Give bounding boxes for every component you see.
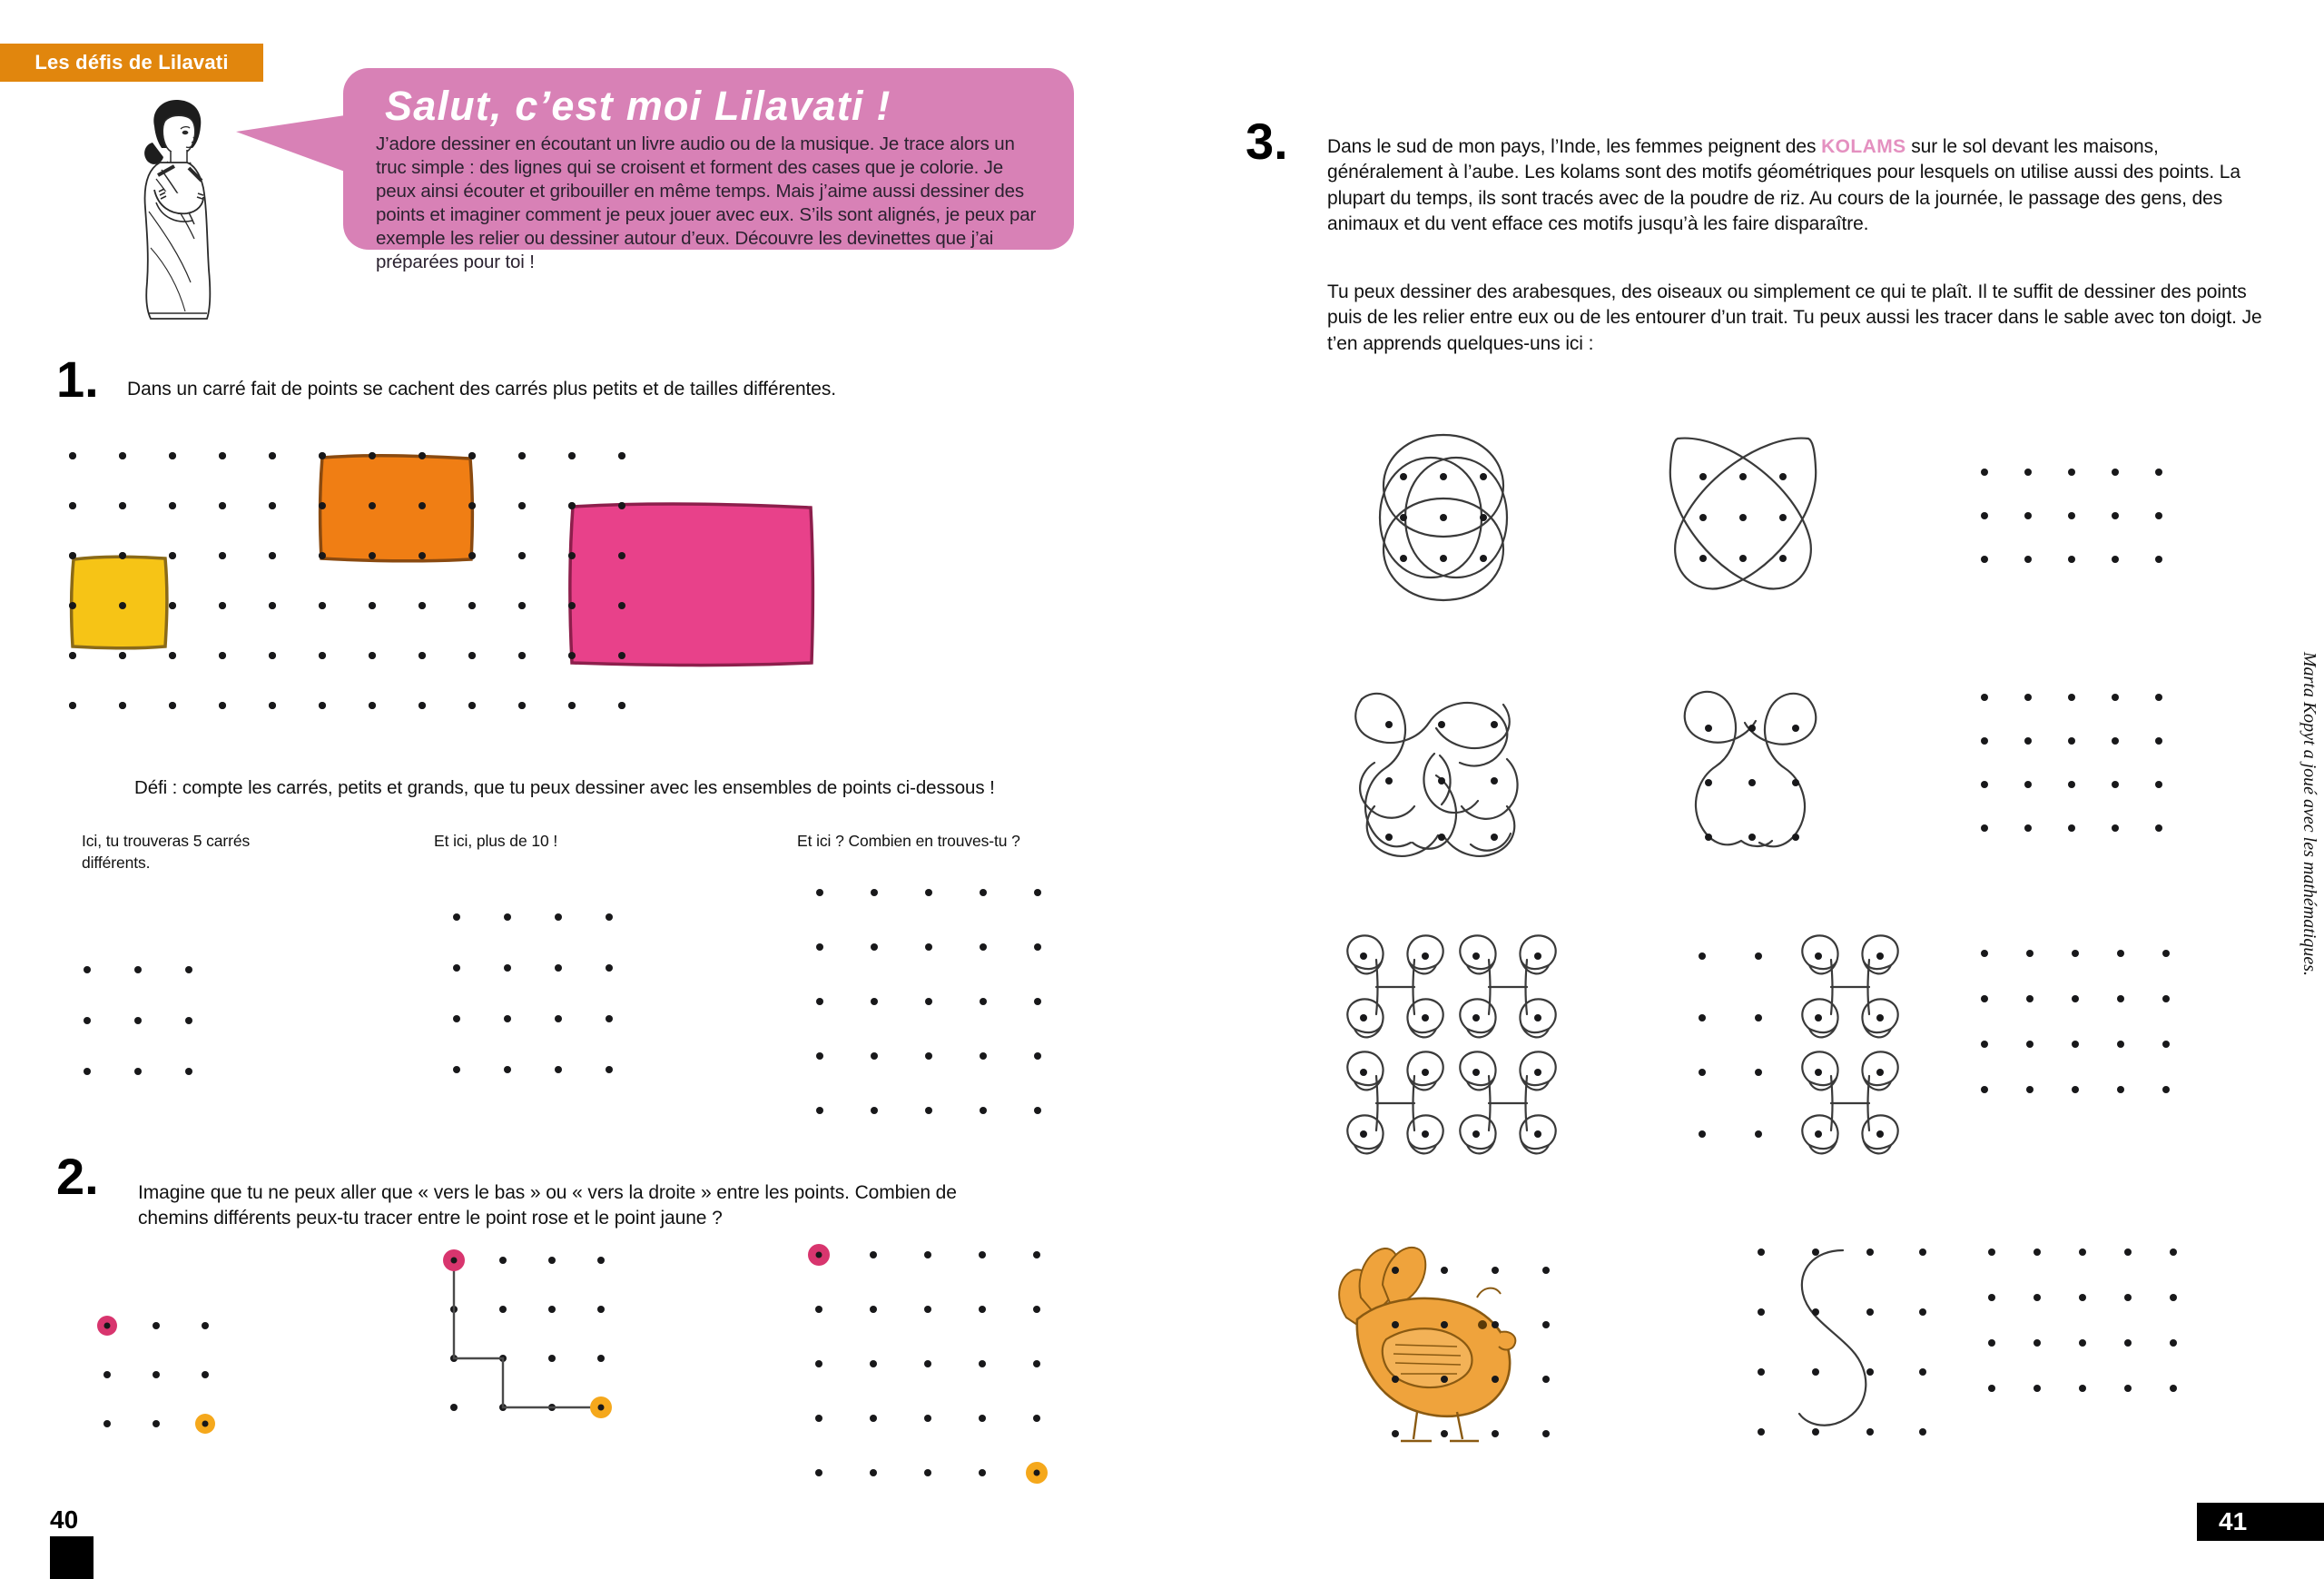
grid-dot	[69, 452, 76, 459]
grid-dot	[219, 502, 226, 509]
grid-dot	[871, 998, 878, 1005]
kolam-half-wave	[1652, 672, 1861, 890]
grid-dot	[269, 702, 276, 709]
grid-dot	[468, 502, 476, 509]
grid-dot	[169, 702, 176, 709]
grid-dot	[269, 452, 276, 459]
grid-dot	[606, 913, 613, 921]
practice-grid-4x4	[449, 910, 631, 1128]
speech-bubble-title: Salut, c’est moi Lilavati !	[385, 83, 891, 129]
pink-square-shape	[570, 504, 813, 666]
grid-dot	[2024, 781, 2032, 788]
grid-dot	[419, 652, 426, 659]
grid-dot	[2112, 469, 2119, 476]
path-grid-3x3	[98, 1317, 261, 1489]
grid-dot	[1034, 943, 1041, 951]
grid-dot	[618, 502, 625, 509]
grid-dot	[185, 1068, 192, 1075]
grid-dot	[2079, 1385, 2086, 1392]
section-3-number: 3.	[1246, 113, 1288, 170]
grid-dot	[419, 502, 426, 509]
grid-dot	[119, 602, 126, 609]
grid-dot	[319, 652, 326, 659]
grid-dot	[2034, 1339, 2041, 1347]
grid-dot	[925, 998, 932, 1005]
kolam-dots-only-c	[1970, 931, 2188, 1158]
grid-dot	[2026, 1041, 2034, 1048]
grid-dot	[1981, 556, 1988, 563]
grid-dot	[119, 552, 126, 559]
grid-dot	[2034, 1294, 2041, 1301]
grid-dot	[555, 1066, 562, 1073]
grid-dot	[419, 452, 426, 459]
grid-dot	[1981, 737, 1988, 745]
grid-dot	[1981, 781, 1988, 788]
grid-dot	[2079, 1294, 2086, 1301]
grid-dot	[369, 702, 376, 709]
kolam-double-ellipse	[1643, 422, 1843, 613]
grid-dot	[504, 964, 511, 972]
kolam-s-curve	[1725, 1230, 1934, 1466]
grid-dot	[871, 1107, 878, 1114]
section-1-defi-text: Défi : compte les carrés, petits et grands, que tu peux dessiner avec les ensembles de points ci-dessous !	[134, 777, 995, 798]
p3-text-before: Dans le sud de mon pays, l’Inde, les femmes peignent des	[1327, 136, 1822, 157]
grid-dot	[2072, 1086, 2079, 1093]
grid-dot	[169, 602, 176, 609]
grid-dot	[979, 1251, 986, 1258]
grid-dot	[2162, 1086, 2170, 1093]
grid-dot	[618, 602, 625, 609]
grid-dot	[2170, 1294, 2177, 1301]
grid-dot	[2068, 737, 2075, 745]
kolam-dots-only-b	[1970, 679, 2179, 888]
grid-dot	[2162, 995, 2170, 1002]
grid-dot	[369, 552, 376, 559]
grid-dot	[2112, 781, 2119, 788]
grid-dot	[871, 943, 878, 951]
grid-dot	[924, 1251, 931, 1258]
grid-dot	[925, 1107, 932, 1114]
grid-dot	[504, 1066, 511, 1073]
speech-bubble-tail	[236, 115, 345, 172]
grid-dot	[269, 502, 276, 509]
grid-dot	[2170, 1385, 2177, 1392]
grid-dot	[2024, 824, 2032, 832]
grid-dot	[2112, 512, 2119, 519]
grid-dot	[468, 602, 476, 609]
grid-dot	[2024, 556, 2032, 563]
grid-dot	[816, 1107, 823, 1114]
grid-dot	[568, 452, 576, 459]
grid-dot	[924, 1360, 931, 1367]
grid-dot	[468, 652, 476, 659]
grid-dot	[980, 998, 987, 1005]
grid-dot	[1981, 469, 1988, 476]
grid-dot	[2079, 1248, 2086, 1256]
grid-dot	[568, 602, 576, 609]
grid-dot	[504, 1015, 511, 1022]
path-grid-5x5	[810, 1246, 1100, 1509]
grid-dot	[870, 1251, 877, 1258]
grid-dot	[134, 966, 142, 973]
grid-dot	[925, 1052, 932, 1060]
kolam-wave-loops	[1334, 672, 1552, 890]
grid-dot	[1034, 998, 1041, 1005]
grid-dot	[219, 552, 226, 559]
grid-dot	[925, 889, 932, 896]
grid-dot	[2112, 737, 2119, 745]
grid-dot	[269, 552, 276, 559]
grid-dot	[153, 1371, 160, 1378]
grid-dot	[548, 1306, 556, 1313]
grid-dot	[468, 702, 476, 709]
grid-dot	[153, 1420, 160, 1427]
grid-dot	[1981, 950, 1988, 957]
grid-dot	[597, 1355, 605, 1362]
grid-dot	[518, 652, 526, 659]
grid-dot	[548, 1355, 556, 1362]
example-path-line	[454, 1260, 601, 1407]
grid-dot	[980, 889, 987, 896]
grid-dot	[453, 964, 460, 972]
grid-dot	[924, 1306, 931, 1313]
grid-dot	[119, 502, 126, 509]
grid-dot	[2170, 1339, 2177, 1347]
grid-dot	[2024, 512, 2032, 519]
speech-bubble-body: J’adore dessiner en écoutant un livre audio ou de la musique. Je trace alors un truc simple : des lignes qui se croisent et forment des cases que je colorie. Je peux ainsi écouter et gribouiller en même temps. Mais j’aime aussi dessiner des points et imaginer comment je peux jouer avec eux. S’ils sont alignés, je peux par exemple les relier ou dessiner autour d’eux. Découvre les devinettes que j’ai préparées pour toi !	[376, 133, 1037, 273]
grid-dot	[319, 602, 326, 609]
grid-dot	[84, 966, 91, 973]
path-grid-4x4-example	[445, 1251, 681, 1487]
grid-dot	[870, 1415, 877, 1422]
grid-dot	[2162, 1041, 2170, 1048]
grid-dot	[555, 913, 562, 921]
grid-dot	[69, 552, 76, 559]
grid-caption-b: Et ici, plus de 10 !	[434, 832, 558, 850]
grid-dot	[2124, 1339, 2132, 1347]
grid-dot	[870, 1469, 877, 1476]
grid-dot	[555, 964, 562, 972]
grid-dot	[816, 1052, 823, 1060]
grid-dot	[2068, 469, 2075, 476]
grid-dot	[924, 1469, 931, 1476]
grid-dot	[2112, 694, 2119, 701]
grid-dot	[169, 652, 176, 659]
grid-dot	[369, 652, 376, 659]
grid-dot	[2034, 1385, 2041, 1392]
grid-dot	[1034, 1107, 1041, 1114]
grid-caption-c: Et ici ? Combien en trouves-tu ?	[797, 832, 1020, 850]
grid-dot	[2124, 1248, 2132, 1256]
grid-dot	[119, 702, 126, 709]
grid-dot	[219, 602, 226, 609]
grid-dot	[1988, 1294, 1995, 1301]
grid-dot	[2112, 556, 2119, 563]
grid-dot	[2026, 995, 2034, 1002]
grid-dot	[1988, 1385, 1995, 1392]
grid-dot	[2155, 824, 2162, 832]
header-tab-label: Les défis de Lilavati	[34, 51, 229, 74]
grid-dot	[1033, 1251, 1040, 1258]
grid-dot	[870, 1360, 877, 1367]
kolams-keyword: KOLAMS	[1821, 136, 1906, 157]
grid-dot	[2034, 1248, 2041, 1256]
grid-dot	[134, 1068, 142, 1075]
grid-dot	[2026, 950, 2034, 957]
page-number-right: 41	[2197, 1503, 2324, 1541]
lilavati-character-illustration	[107, 95, 243, 322]
grid-dot	[69, 502, 76, 509]
grid-dot	[2155, 556, 2162, 563]
grid-dot	[1034, 889, 1041, 896]
grid-dot	[119, 452, 126, 459]
section-3-paragraph-2: Tu peux dessiner des arabesques, des oiseaux ou simplement ce qui te plaît. Il te suffit de dessiner des points puis de les relier entre eux ou de les entourer d’un trait. Tu peux aussi les tracer dans le sable avec ton doigt. Je t’en apprends quelques-uns ici :	[1327, 281, 2262, 354]
grid-dot	[815, 1360, 822, 1367]
grid-dot	[1981, 995, 1988, 1002]
grid-dot	[2155, 781, 2162, 788]
grid-dot	[1981, 1041, 1988, 1048]
grid-dot	[1988, 1339, 1995, 1347]
kolam-dots-only-a	[1970, 422, 2179, 613]
grid-dot	[169, 502, 176, 509]
grid-dot	[925, 943, 932, 951]
grid-dot	[2068, 512, 2075, 519]
grid-dot	[597, 1306, 605, 1313]
grid-dot	[169, 552, 176, 559]
grid-dot	[2026, 1086, 2034, 1093]
kolam-woven-diamond	[1344, 422, 1543, 613]
grid-dot	[153, 1322, 160, 1329]
grid-dot	[103, 1371, 111, 1378]
grid-dot	[2068, 556, 2075, 563]
grid-dot	[518, 552, 526, 559]
grid-caption-a: Ici, tu trouveras 5 carrés différents.	[82, 832, 251, 872]
grid-dot	[419, 602, 426, 609]
grid-dot	[450, 1404, 458, 1411]
grid-dot	[69, 702, 76, 709]
grid-dot	[185, 966, 192, 973]
kolam-dots-only-d	[1979, 1230, 2197, 1466]
grid-dot	[568, 652, 576, 659]
grid-dot	[499, 1306, 507, 1313]
grid-dot	[84, 1017, 91, 1024]
grid-dot	[1033, 1415, 1040, 1422]
grid-dot	[453, 1066, 460, 1073]
grid-dot	[980, 943, 987, 951]
grid-dot	[499, 1257, 507, 1264]
grid-dot	[169, 452, 176, 459]
grid-dot	[2117, 950, 2124, 957]
grid-dot	[2068, 694, 2075, 701]
grid-dot	[468, 552, 476, 559]
grid-dot	[2024, 694, 2032, 701]
p3-text-after: sur le sol devant les maisons, généralement à l’aube. Les kolams sont des motifs géométriques pour lesquels on utilise aussi des points. La plupart du temps, ils sont tracés avec de la poudre de riz. Au cours de la journée, le passage des gens, des animaux et du vent efface ces motifs jusqu’à les faire disparaître.	[1327, 136, 2240, 235]
practice-grid-3x3	[80, 962, 207, 1126]
grid-dot	[453, 913, 460, 921]
grid-dot	[1981, 512, 1988, 519]
orange-square-shape	[320, 456, 473, 561]
grid-dot	[319, 552, 326, 559]
section-1-number: 1.	[56, 350, 99, 408]
grid-dot	[369, 452, 376, 459]
kolam-partial-knots	[1684, 931, 1911, 1176]
grid-dot	[816, 943, 823, 951]
grid-dot	[185, 1017, 192, 1024]
grid-dot	[2117, 1086, 2124, 1093]
grid-dot	[504, 913, 511, 921]
grid-dot	[618, 652, 625, 659]
yellow-square-shape	[72, 557, 167, 648]
grid-dot	[2162, 950, 2170, 957]
section-1-text: Dans un carré fait de points se cachent des carrés plus petits et de tailles différentes.	[127, 379, 836, 400]
grid-dot	[1981, 1086, 1988, 1093]
grid-dot	[924, 1415, 931, 1422]
grid-dot	[202, 1371, 209, 1378]
grid-dot	[2072, 995, 2079, 1002]
grid-dot	[815, 1469, 822, 1476]
page-left-black-block	[50, 1536, 94, 1579]
grid-dot	[2068, 824, 2075, 832]
grid-dot	[980, 1107, 987, 1114]
grid-dot	[1981, 694, 1988, 701]
grid-dot	[2170, 1248, 2177, 1256]
grid-dot	[2117, 1041, 2124, 1048]
section-2-number: 2.	[56, 1148, 99, 1205]
grid-dot	[979, 1415, 986, 1422]
grid-dot	[548, 1257, 556, 1264]
grid-dot	[319, 452, 326, 459]
page-number-left: 40	[50, 1505, 79, 1534]
grid-dot	[1034, 1052, 1041, 1060]
section-3-paragraph-1	[1327, 134, 2244, 237]
grid-dot	[2024, 737, 2032, 745]
grid-dot	[202, 1322, 209, 1329]
grid-dot	[518, 452, 526, 459]
grid-dot	[980, 1052, 987, 1060]
grid-dot	[1033, 1306, 1040, 1313]
grid-dot	[2079, 1339, 2086, 1347]
grid-dot	[618, 552, 625, 559]
grid-dot	[2155, 737, 2162, 745]
kolam-bird-drawing	[1330, 1230, 1584, 1466]
grid-dot	[979, 1306, 986, 1313]
grid-dot	[606, 1066, 613, 1073]
grid-dot	[2072, 950, 2079, 957]
grid-dot	[606, 1015, 613, 1022]
grid-dot	[979, 1360, 986, 1367]
section-2-text: Imagine que tu ne peux aller que « vers le bas » ou « vers la droite » entre les points. Combien de chemins différents peux-tu tracer entre le point rose et le point jaune ?	[138, 1182, 957, 1229]
grid-dot	[815, 1415, 822, 1422]
grid-dot	[597, 1257, 605, 1264]
grid-dot	[979, 1469, 986, 1476]
kolam-four-knots	[1334, 931, 1580, 1176]
grid-dot	[518, 602, 526, 609]
grid-dot	[269, 652, 276, 659]
photo-credit-vertical: Marta Kopyt a joué avec les mathématiques.	[2299, 651, 2319, 976]
grid-dot	[103, 1420, 111, 1427]
grid-dot	[84, 1068, 91, 1075]
grid-dot	[568, 702, 576, 709]
grid-dot	[2117, 995, 2124, 1002]
grid-dot	[606, 964, 613, 972]
grid-dot	[319, 502, 326, 509]
grid-dot	[369, 602, 376, 609]
grid-dot	[2155, 469, 2162, 476]
grid-dot	[618, 452, 625, 459]
grid-dot	[816, 998, 823, 1005]
grid-dot	[2112, 824, 2119, 832]
grid-dot	[369, 502, 376, 509]
grid-dot	[2155, 512, 2162, 519]
grid-dot	[1033, 1360, 1040, 1367]
grid-dot	[69, 652, 76, 659]
grid-dot	[568, 552, 576, 559]
grid-dot	[219, 652, 226, 659]
grid-dot	[134, 1017, 142, 1024]
grid-dot	[468, 452, 476, 459]
grid-dot	[568, 502, 576, 509]
grid-dot	[618, 702, 625, 709]
speech-bubble	[343, 68, 1074, 273]
grid-dot	[419, 702, 426, 709]
grid-dot	[2124, 1385, 2132, 1392]
grid-dot	[871, 1052, 878, 1060]
grid-dot	[269, 602, 276, 609]
grid-dot	[319, 702, 326, 709]
grid-dot	[555, 1015, 562, 1022]
grid-dot	[419, 552, 426, 559]
grid-dot	[2072, 1041, 2079, 1048]
grid-dot	[119, 652, 126, 659]
grid-dot	[815, 1306, 822, 1313]
grid-dot	[1981, 824, 1988, 832]
grid-dot	[219, 452, 226, 459]
grid-dot	[871, 889, 878, 896]
grid-dot	[2024, 469, 2032, 476]
practice-grid-5x5	[812, 885, 1049, 1158]
grid-dot	[816, 889, 823, 896]
grid-dot	[2155, 694, 2162, 701]
grid-dot	[870, 1306, 877, 1313]
main-dot-grid-figure	[71, 454, 1124, 726]
section-header-tab	[0, 44, 263, 82]
grid-dot	[2068, 781, 2075, 788]
grid-dot	[1988, 1248, 1995, 1256]
grid-dot	[69, 602, 76, 609]
grid-dot	[518, 502, 526, 509]
grid-dot	[518, 702, 526, 709]
grid-dot	[219, 702, 226, 709]
grid-dot	[453, 1015, 460, 1022]
grid-dot	[2124, 1294, 2132, 1301]
